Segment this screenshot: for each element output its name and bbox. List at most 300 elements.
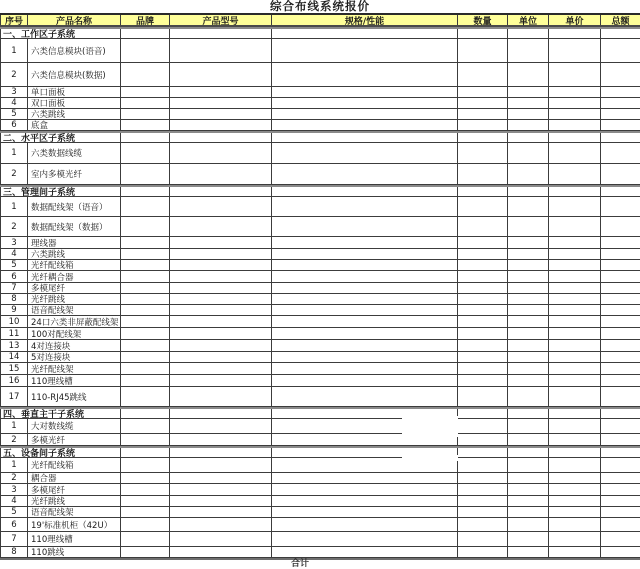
column-header-model: 产品型号 [170, 15, 272, 25]
product-name-cell: 光纤配线箱 [28, 260, 121, 270]
spec-cell [272, 532, 458, 546]
product-name-cell: 5对连接块 [28, 352, 121, 362]
unit-price-cell [549, 249, 601, 259]
spec-cell [272, 363, 458, 374]
product-name-cell: 100对配线架 [28, 328, 121, 339]
table-row [0, 518, 640, 532]
spec-cell [272, 518, 458, 531]
unit-price-cell [549, 434, 601, 445]
model-cell [170, 518, 272, 531]
table-row [0, 532, 640, 547]
amount-cell [601, 271, 640, 282]
unit-price-cell [549, 547, 601, 557]
spec-cell [272, 352, 458, 362]
unit-price-cell [549, 387, 601, 406]
brand-cell [121, 473, 170, 483]
qty-cell [458, 352, 508, 362]
brand-cell [121, 237, 170, 248]
row-no-cell: 11 [0, 328, 28, 339]
unit-price-cell [549, 328, 601, 339]
table-row [0, 294, 640, 305]
unit-cell [508, 473, 549, 483]
brand-cell [121, 249, 170, 259]
unit-cell [508, 340, 549, 351]
product-name-cell: 多模尾纤 [28, 283, 121, 293]
unit-cell [508, 29, 549, 38]
amount-cell [601, 532, 640, 546]
unit-price-cell [549, 98, 601, 108]
product-name-cell: 底盒 [28, 120, 121, 130]
brand-cell [121, 547, 170, 557]
model-cell [170, 260, 272, 270]
table-row [0, 164, 640, 185]
brand-cell [121, 484, 170, 495]
unit-cell [508, 271, 549, 282]
unit-cell [508, 496, 549, 506]
model-cell [170, 484, 272, 495]
brand-cell [121, 375, 170, 386]
model-cell [170, 316, 272, 327]
unit-cell [508, 547, 549, 557]
product-name-cell: 24口六类非屏蔽配线架 [28, 316, 121, 327]
model-cell [170, 458, 272, 472]
model-cell [170, 249, 272, 259]
qty-cell [458, 133, 508, 142]
row-no-cell: 1 [0, 419, 28, 433]
brand-cell [121, 387, 170, 406]
qty-cell [458, 283, 508, 293]
amount-cell [601, 458, 640, 472]
unit-cell [508, 532, 549, 546]
section-header-row [0, 131, 640, 143]
brand-cell [121, 294, 170, 304]
model-cell [170, 294, 272, 304]
unit-price-cell [549, 63, 601, 86]
model-cell [170, 187, 272, 196]
product-name-cell: 六类跳线 [28, 109, 121, 119]
model-cell [170, 217, 272, 236]
whiteout-artifact-1 [402, 416, 458, 437]
amount-cell [601, 294, 640, 304]
product-name-cell: 理线器 [28, 237, 121, 248]
row-no-cell: 3 [0, 237, 28, 248]
table-row [0, 547, 640, 558]
unit-price-cell [549, 283, 601, 293]
qty-cell [458, 249, 508, 259]
section-header-cell: 四、垂直主干子系统 [0, 409, 121, 418]
brand-cell [121, 271, 170, 282]
qty-cell [458, 409, 508, 418]
table-row [0, 237, 640, 249]
brand-cell [121, 409, 170, 418]
row-no-cell: 4 [0, 496, 28, 506]
row-no-cell: 8 [0, 294, 28, 304]
row-no-cell: 2 [0, 63, 28, 86]
qty-cell [458, 187, 508, 196]
spec-cell [272, 120, 458, 130]
table-row [0, 63, 640, 87]
product-name-cell: 数据配线架（语音） [28, 197, 121, 216]
row-no-cell: 6 [0, 518, 28, 531]
product-name-cell: 多模尾纤 [28, 484, 121, 495]
model-cell [170, 305, 272, 315]
table-row [0, 271, 640, 283]
amount-cell [601, 283, 640, 293]
row-no-cell: 10 [0, 316, 28, 327]
spec-cell [272, 283, 458, 293]
qty-cell [458, 271, 508, 282]
product-name-cell: 110理线槽 [28, 532, 121, 546]
column-header-unit: 单位 [508, 15, 549, 25]
table-row [0, 328, 640, 340]
row-no-cell: 8 [0, 547, 28, 557]
qty-cell [458, 458, 508, 472]
spec-cell [272, 484, 458, 495]
unit-price-cell [549, 419, 601, 433]
qty-cell [458, 363, 508, 374]
unit-cell [508, 260, 549, 270]
row-no-cell: 2 [0, 473, 28, 483]
row-no-cell: 1 [0, 458, 28, 472]
qty-cell [458, 120, 508, 130]
qty-cell [458, 63, 508, 86]
row-no-cell: 1 [0, 197, 28, 216]
qty-cell [458, 328, 508, 339]
unit-cell [508, 484, 549, 495]
model-cell [170, 340, 272, 351]
amount-cell [601, 87, 640, 97]
table-row [0, 143, 640, 164]
amount-cell [601, 375, 640, 386]
unit-cell [508, 458, 549, 472]
model-cell [170, 143, 272, 163]
unit-cell [508, 249, 549, 259]
qty-cell [458, 197, 508, 216]
unit-price-cell [549, 109, 601, 119]
model-cell [170, 419, 272, 433]
qty-cell [458, 434, 508, 445]
brand-cell [121, 197, 170, 216]
product-name-cell: 4对连接块 [28, 340, 121, 351]
model-cell [170, 237, 272, 248]
spec-cell [272, 133, 458, 142]
brand-cell [121, 352, 170, 362]
brand-cell [121, 532, 170, 546]
amount-cell [601, 419, 640, 433]
amount-cell [601, 187, 640, 196]
unit-price-cell [549, 473, 601, 483]
unit-price-cell [549, 187, 601, 196]
brand-cell [121, 217, 170, 236]
brand-cell [121, 363, 170, 374]
column-header-qty: 数量 [458, 15, 508, 25]
spec-cell [272, 507, 458, 517]
unit-cell [508, 39, 549, 62]
model-cell [170, 283, 272, 293]
brand-cell [121, 328, 170, 339]
unit-price-cell [549, 260, 601, 270]
amount-cell [601, 340, 640, 351]
spec-cell [272, 63, 458, 86]
brand-cell [121, 419, 170, 433]
unit-cell [508, 98, 549, 108]
amount-cell [601, 237, 640, 248]
amount-cell [601, 387, 640, 406]
column-header-spec: 规格/性能 [272, 15, 458, 25]
unit-cell [508, 294, 549, 304]
qty-cell [458, 518, 508, 531]
unit-cell [508, 409, 549, 418]
amount-cell [601, 473, 640, 483]
model-cell [170, 328, 272, 339]
row-no-cell: 9 [0, 305, 28, 315]
amount-cell [601, 305, 640, 315]
amount-cell [601, 197, 640, 216]
brand-cell [121, 305, 170, 315]
product-name-cell: 六类数据线缆 [28, 143, 121, 163]
product-name-cell: 光纤配线架 [28, 363, 121, 374]
model-cell [170, 63, 272, 86]
model-cell [170, 532, 272, 546]
unit-price-cell [549, 507, 601, 517]
brand-cell [121, 496, 170, 506]
table-row [0, 98, 640, 109]
unit-cell [508, 187, 549, 196]
model-cell [170, 87, 272, 97]
spec-cell [272, 217, 458, 236]
model-cell [170, 352, 272, 362]
qty-cell [458, 39, 508, 62]
unit-cell [508, 109, 549, 119]
unit-cell [508, 164, 549, 184]
product-name-cell: 110跳线 [28, 547, 121, 557]
qty-cell [458, 419, 508, 433]
unit-price-cell [549, 316, 601, 327]
table-row [0, 316, 640, 328]
row-no-cell: 3 [0, 87, 28, 97]
row-no-cell: 6 [0, 271, 28, 282]
table-row [0, 352, 640, 363]
unit-cell [508, 87, 549, 97]
unit-price-cell [549, 29, 601, 38]
amount-cell [601, 260, 640, 270]
amount-cell [601, 120, 640, 130]
unit-cell [508, 316, 549, 327]
model-cell [170, 164, 272, 184]
row-no-cell: 4 [0, 249, 28, 259]
brand-cell [121, 143, 170, 163]
spec-cell [272, 316, 458, 327]
model-cell [170, 409, 272, 418]
unit-cell [508, 363, 549, 374]
row-no-cell: 14 [0, 352, 28, 362]
qty-cell [458, 448, 508, 457]
product-name-cell: 数据配线架（数据） [28, 217, 121, 236]
model-cell [170, 271, 272, 282]
spec-cell [272, 260, 458, 270]
qty-cell [458, 143, 508, 163]
amount-cell [601, 518, 640, 531]
product-name-cell: 单口面板 [28, 87, 121, 97]
amount-cell [601, 143, 640, 163]
row-no-cell: 1 [0, 39, 28, 62]
unit-cell [508, 419, 549, 433]
qty-cell [458, 29, 508, 38]
unit-price-cell [549, 484, 601, 495]
table-row [0, 197, 640, 217]
product-name-cell: 语音配线架 [28, 305, 121, 315]
unit-cell [508, 217, 549, 236]
table-row [0, 484, 640, 496]
table-row [0, 87, 640, 98]
qty-cell [458, 109, 508, 119]
table-row [0, 109, 640, 120]
row-no-cell: 1 [0, 143, 28, 163]
row-no-cell: 17 [0, 387, 28, 406]
spec-cell [272, 294, 458, 304]
model-cell [170, 448, 272, 457]
qty-cell [458, 484, 508, 495]
table-row [0, 458, 640, 473]
column-header-product-name: 产品名称 [28, 15, 121, 25]
unit-cell [508, 283, 549, 293]
unit-price-cell [549, 294, 601, 304]
brand-cell [121, 109, 170, 119]
amount-cell [601, 507, 640, 517]
column-header-brand: 品牌 [121, 15, 170, 25]
amount-cell [601, 409, 640, 418]
brand-cell [121, 260, 170, 270]
row-no-cell: 15 [0, 363, 28, 374]
row-no-cell: 5 [0, 507, 28, 517]
section-header-cell: 二、水平区子系统 [0, 133, 121, 142]
product-name-cell: 110理线槽 [28, 375, 121, 386]
unit-cell [508, 133, 549, 142]
amount-cell [601, 352, 640, 362]
table-row [0, 434, 640, 446]
qty-cell [458, 237, 508, 248]
table-row [0, 507, 640, 518]
table-row [0, 305, 640, 316]
unit-cell [508, 305, 549, 315]
model-cell [170, 109, 272, 119]
unit-price-cell [549, 217, 601, 236]
brand-cell [121, 283, 170, 293]
table-row [0, 260, 640, 271]
section-header-row [0, 446, 640, 458]
brand-cell [121, 187, 170, 196]
column-header-unit-price: 单价 [549, 15, 601, 25]
unit-cell [508, 507, 549, 517]
unit-cell [508, 197, 549, 216]
brand-cell [121, 507, 170, 517]
unit-price-cell [549, 237, 601, 248]
spec-cell [272, 164, 458, 184]
brand-cell [121, 39, 170, 62]
amount-cell [601, 547, 640, 557]
product-name-cell: 光纤跳线 [28, 496, 121, 506]
unit-cell [508, 328, 549, 339]
table-row [0, 375, 640, 387]
page-title: 综合布线系统报价 [270, 0, 370, 13]
product-name-cell: 双口面板 [28, 98, 121, 108]
spec-cell [272, 29, 458, 38]
spec-cell [272, 496, 458, 506]
model-cell [170, 120, 272, 130]
brand-cell [121, 316, 170, 327]
amount-cell [601, 328, 640, 339]
unit-price-cell [549, 448, 601, 457]
brand-cell [121, 458, 170, 472]
qty-cell [458, 260, 508, 270]
model-cell [170, 363, 272, 374]
unit-cell [508, 434, 549, 445]
model-cell [170, 473, 272, 483]
unit-price-cell [549, 363, 601, 374]
unit-price-cell [549, 375, 601, 386]
amount-cell [601, 217, 640, 236]
section-header-cell: 三、管理间子系统 [0, 187, 121, 196]
model-cell [170, 133, 272, 142]
spec-cell [272, 39, 458, 62]
unit-cell [508, 375, 549, 386]
row-no-cell: 2 [0, 217, 28, 236]
qty-cell [458, 164, 508, 184]
amount-cell [601, 484, 640, 495]
table-row [0, 217, 640, 237]
amount-cell [601, 316, 640, 327]
section-header-cell: 一、工作区子系统 [0, 29, 121, 38]
product-name-cell: 光纤跳线 [28, 294, 121, 304]
row-no-cell: 5 [0, 260, 28, 270]
model-cell [170, 507, 272, 517]
total-label: 合计 [291, 559, 310, 569]
brand-cell [121, 340, 170, 351]
qty-cell [458, 532, 508, 546]
table-row [0, 283, 640, 294]
qty-cell [458, 547, 508, 557]
amount-cell [601, 63, 640, 86]
spec-cell [272, 473, 458, 483]
product-name-cell: 耦合器 [28, 473, 121, 483]
row-no-cell: 4 [0, 98, 28, 108]
section-header-row [0, 407, 640, 419]
product-name-cell: 六类信息模块(数据) [28, 63, 121, 86]
qty-cell [458, 316, 508, 327]
unit-price-cell [549, 409, 601, 418]
product-name-cell: 110-RJ45跳线 [28, 387, 121, 406]
amount-cell [601, 39, 640, 62]
model-cell [170, 387, 272, 406]
spec-cell [272, 98, 458, 108]
row-no-cell: 7 [0, 532, 28, 546]
product-name-cell: 语音配线架 [28, 507, 121, 517]
section-header-row [0, 185, 640, 197]
qty-cell [458, 217, 508, 236]
unit-price-cell [549, 87, 601, 97]
unit-price-cell [549, 39, 601, 62]
qty-cell [458, 375, 508, 386]
qty-cell [458, 387, 508, 406]
qty-cell [458, 507, 508, 517]
table-row [0, 419, 640, 434]
qty-cell [458, 98, 508, 108]
qty-cell [458, 87, 508, 97]
unit-price-cell [549, 143, 601, 163]
qty-cell [458, 496, 508, 506]
amount-cell [601, 363, 640, 374]
spec-cell [272, 143, 458, 163]
